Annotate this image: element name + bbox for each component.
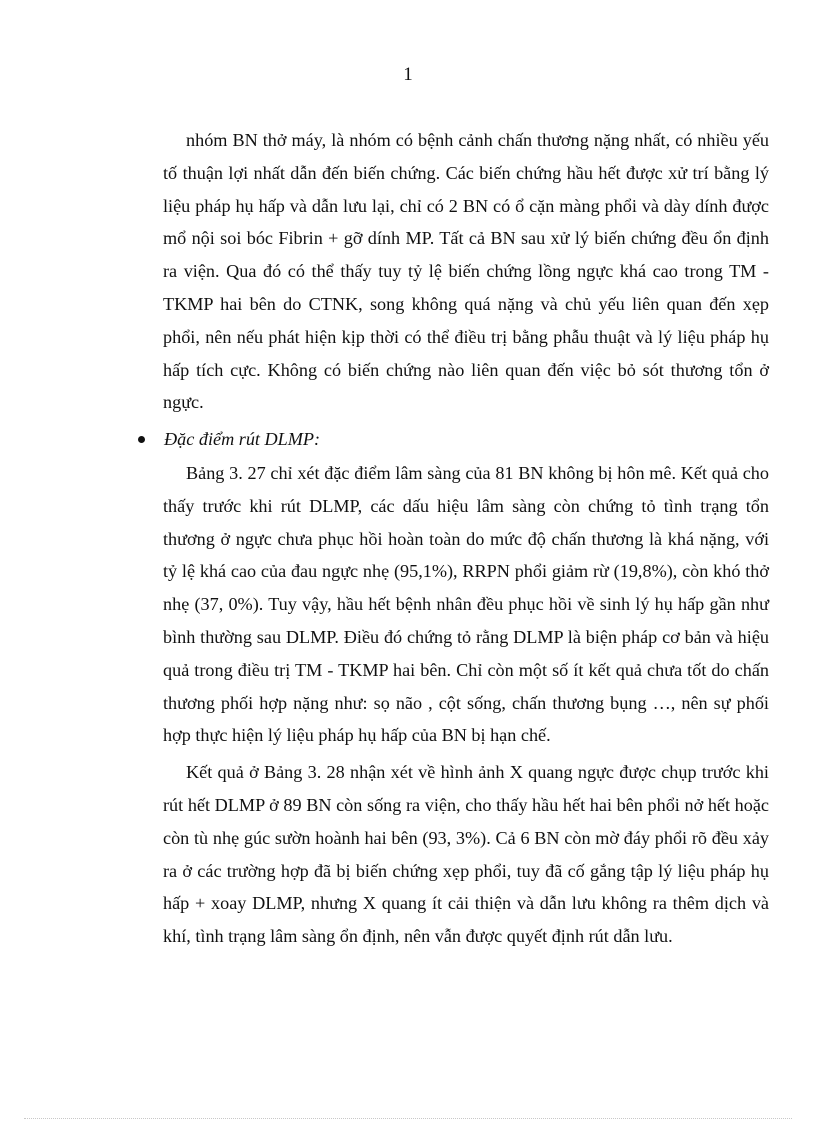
paragraph-table-3-27: Bảng 3. 27 chỉ xét đặc điểm lâm sàng của 81 BN không bị hôn mê. Kết quả cho thấy trước khi rút DLMP, các dấu hiệu lâm sàng còn chứng tỏ tình trạng tổn thương ở ngực chưa phục hồi hoàn toàn do mức độ chấn thương là khá nặng, với tỷ lệ khá cao của đau ngực nhẹ (95,1%), RRPN phổi giảm rừ (19,8%), còn khó thở nhẹ (37, 0%). Tuy vậy, hầu hết bệnh nhân đều phục hồi về sinh lý hụ hấp gần như bình thường sau DLMP. Điều đó chứng tỏ rằng DLMP là biện pháp cơ bản và hiệu quả trong điều trị TM - TKMP hai bên. Chỉ còn một số ít kết quả chưa tốt do chấn thương phối hợp nặng như: sọ não , cột sống, chấn thương bụng …, nên sự phối hợp thực hiện lý liệu pháp hụ hấp của BN bị hạn chế. (163, 462, 769, 746)
body-text (163, 124, 769, 953)
bullet-dot-icon (138, 436, 145, 443)
paragraph-complications: nhóm BN thở máy, là nhóm có bệnh cảnh chấn thương nặng nhất, có nhiều yếu tố thuận lợi nhất dẫn đến biến chứng. Các biến chứng hầu hết được xử trí bằng lý liệu pháp hụ hấp và dẫn lưu lại, chỉ có 2 BN có ổ cặn màng phổi và dày dính được mổ nội soi bóc Fibrin + gỡ dính MP. Tất cả BN sau xử lý biến chứng đều ổn định ra viện. Qua đó có thể thấy tuy tỷ lệ biến chứng lồng ngực khá cao trong TM - TKMP hai bên do CTNK, song không quá nặng và chủ yếu liên quan đến xẹp phổi, nên nếu phát hiện kịp thời có thể điều trị bằng phẫu thuật và lý liệu pháp hụ hấp tích cực. Không có biến chứng nào liên quan đến việc bỏ sót thương tổn ở ngực. (163, 130, 769, 413)
page-number: 1 (403, 64, 413, 85)
paragraph-table-3-28: Kết quả ở Bảng 3. 28 nhận xét về hình ảnh X quang ngực được chụp trước khi rút hết DLMP ở 89 BN còn sống ra viện, cho thấy hầu hết hai bên phổi nở hết hoặc còn tù nhẹ gúc sườn hoành hai bên (93, 3%). Cả 6 BN còn mờ đáy phổi rõ đều xảy ra ở các trường hợp đã bị biến chứng xẹp phổi, tuy đã cố gắng tập lý liệu pháp hụ hấp + xoay DLMP, nhưng X quang ít cải thiện và dẫn lưu không ra thêm dịch và khí, tình trạng lâm sàng ổn định, nên vẫn được quyết định rút dẫn lưu. (163, 762, 769, 947)
bullet-heading (136, 423, 769, 456)
bullet-heading-text: Đặc điểm rút DLMP: (164, 429, 321, 450)
page-bottom-divider (24, 1118, 792, 1119)
